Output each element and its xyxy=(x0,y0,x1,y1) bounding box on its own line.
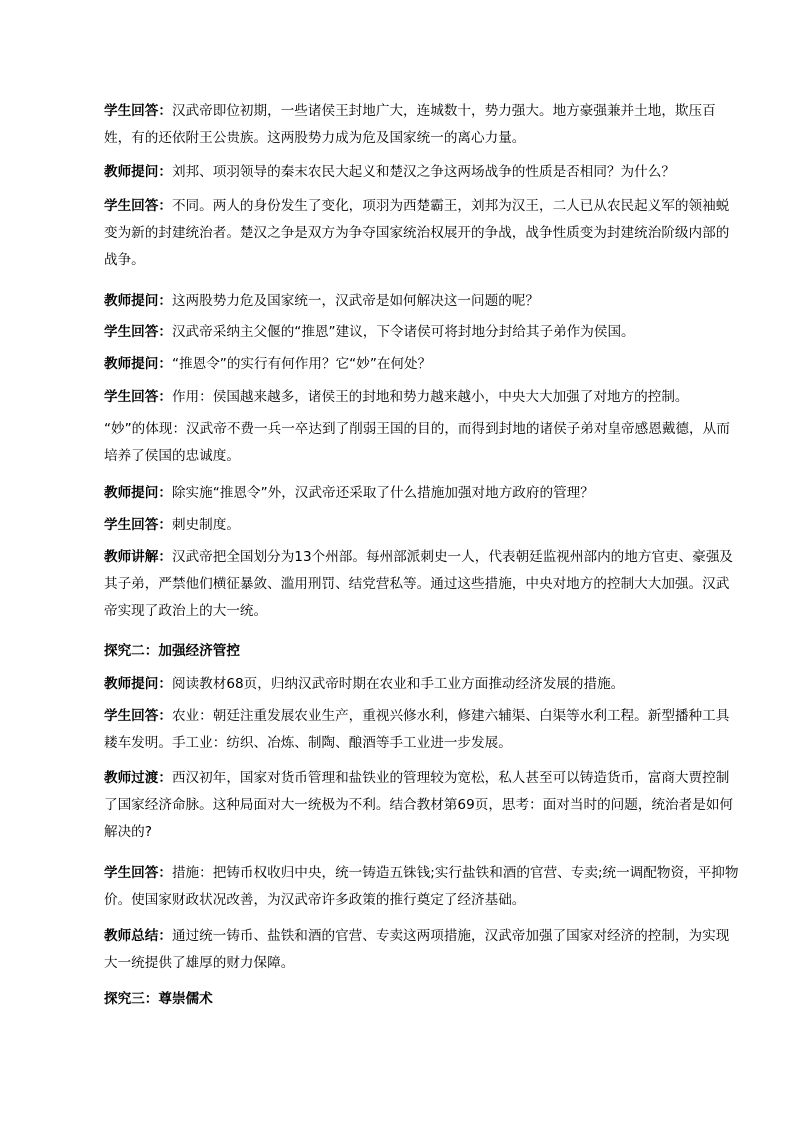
paragraph-text: 阅读教材68页，归纳汉武帝时期在农业和手工业方面推动经济发展的措施。 xyxy=(171,676,625,692)
paragraph-label: 教师提问： xyxy=(104,485,172,501)
paragraph-student-answer-2 xyxy=(96,193,742,274)
paragraph-text: 汉武帝即位初期，一些诸侯王封地广大，连城数十，势力强大。地方豪强兼并土地，欺压百姓，有的还依附王公贵族。这两股势力成为危及国家统一的离心力量。 xyxy=(104,103,716,146)
section-heading-text: 探究三：尊崇儒术 xyxy=(104,991,213,1007)
paragraph-teacher-question-1 xyxy=(96,159,742,186)
paragraph-text: 通过统一铸币、盐铁和酒的官营、专卖这两项措施，汉武帝加强了国家对经济的控制，为实现大一统提供了雄厚的财力保障。 xyxy=(104,928,730,971)
paragraph-teacher-question-4 xyxy=(96,480,742,507)
paragraph-text: 刘邦、项羽领导的秦末农民大起义和楚汉之争这两场战争的性质是否相同？为什么？ xyxy=(171,164,675,180)
paragraph-teacher-question-2 xyxy=(96,288,742,315)
paragraph-label: 学生回答： xyxy=(104,324,172,340)
paragraph-label: 教师总结： xyxy=(104,928,172,944)
paragraph-text: 西汉初年，国家对货币管理和盐铁业的管理较为宽松，私人甚至可以铸造货币，富商大贾控制了国家经济命脉。这种局面对大一统极为不利。结合教材第69页，思考：面对当时的问题，统治者是如何解决的? xyxy=(104,770,734,840)
paragraph-student-answer-6 xyxy=(96,703,742,757)
paragraph-label: 教师讲解： xyxy=(104,549,172,565)
paragraph-label: 学生回答： xyxy=(104,198,172,214)
paragraph-label: 教师提问： xyxy=(104,356,172,372)
paragraph-student-answer-1 xyxy=(96,98,742,152)
paragraph-student-answer-3 xyxy=(96,319,742,346)
paragraph-text: “推恩令”的实行有何作用？它“妙”在何处？ xyxy=(171,356,432,372)
paragraph-text: 不同。两人的身份发生了变化，项羽为西楚霸王，刘邦为汉王，二人已从农民起义军的领袖蜕变为新的封建统治者。楚汉之争是双方为争夺国家统治权展开的争战，战争性质变为封建统治阶级内部的战争。 xyxy=(104,198,730,268)
paragraph-label: 学生回答： xyxy=(104,103,172,119)
paragraph-teacher-question-5 xyxy=(96,671,742,698)
paragraph-text: 措施：把铸币权收归中央，统一铸造五铢钱;实行盐铁和酒的官营、专卖;统一调配物资，平抑物价。使国家财政状况改善，为汉武帝许多政策的推行奠定了经济基础。 xyxy=(104,865,739,908)
paragraph-teacher-summary xyxy=(96,923,742,977)
paragraph-text: 除实施“推恩令”外，汉武帝还采取了什么措施加强对地方政府的管理？ xyxy=(171,485,594,501)
paragraph-student-answer-7 xyxy=(96,860,742,914)
paragraph-label: 教师提问： xyxy=(104,676,172,692)
paragraph-label: 教师提问： xyxy=(104,164,172,180)
paragraph-student-answer-4 xyxy=(96,384,742,411)
paragraph-label: 学生回答： xyxy=(104,389,172,405)
section-heading-3 xyxy=(96,986,742,1013)
section-heading-2 xyxy=(96,638,742,665)
paragraph-label: 教师过渡： xyxy=(104,770,172,786)
paragraph-teacher-lecture xyxy=(96,544,742,625)
paragraph-label: 教师提问： xyxy=(104,293,172,309)
paragraph-text: 刺史制度。 xyxy=(171,517,240,533)
paragraph-student-answer-5 xyxy=(96,512,742,539)
paragraph-text: 这两股势力危及国家统一，汉武帝是如何解决这一问题的呢？ xyxy=(171,293,539,309)
paragraph-text: 汉武帝采纳主父偃的“推恩”建议，下令诸侯可将封地分封给其子弟作为侯国。 xyxy=(171,324,635,340)
paragraph-text: 作用：侯国越来越多，诸侯王的封地和势力越来越小，中央大大加强了对地方的控制。 xyxy=(171,389,689,405)
paragraph-text: 农业：朝廷注重发展农业生产，重视兴修水利，修建六辅渠、白渠等水利工程。新型播种工具耧车发明。手工业：纺织、冶炼、制陶、酿酒等手工业进一步发展。 xyxy=(104,708,730,751)
paragraph-miao-explanation xyxy=(96,416,742,470)
paragraph-text: “妙”的体现：汉武帝不费一兵一卒达到了削弱王国的目的，而得到封地的诸侯子弟对皇帝感恩戴德，从而培养了侯国的忠诚度。 xyxy=(104,421,730,464)
paragraph-teacher-question-3 xyxy=(96,351,742,378)
paragraph-label: 学生回答： xyxy=(104,708,172,724)
paragraph-label: 学生回答： xyxy=(104,517,172,533)
paragraph-text: 汉武帝把全国划分为13个州部。每州部派刺史一人，代表朝廷监视州部内的地方官吏、豪强及其子弟，严禁他们横征暴敛、滥用刑罚、结党营私等。通过这些措施，中央对地方的控制大大加强。汉武帝实现了政治上的大一统。 xyxy=(104,549,734,619)
paragraph-label: 学生回答： xyxy=(104,865,172,881)
paragraph-teacher-transition xyxy=(96,765,742,846)
section-heading-text: 探究二：加强经济管控 xyxy=(104,643,240,659)
